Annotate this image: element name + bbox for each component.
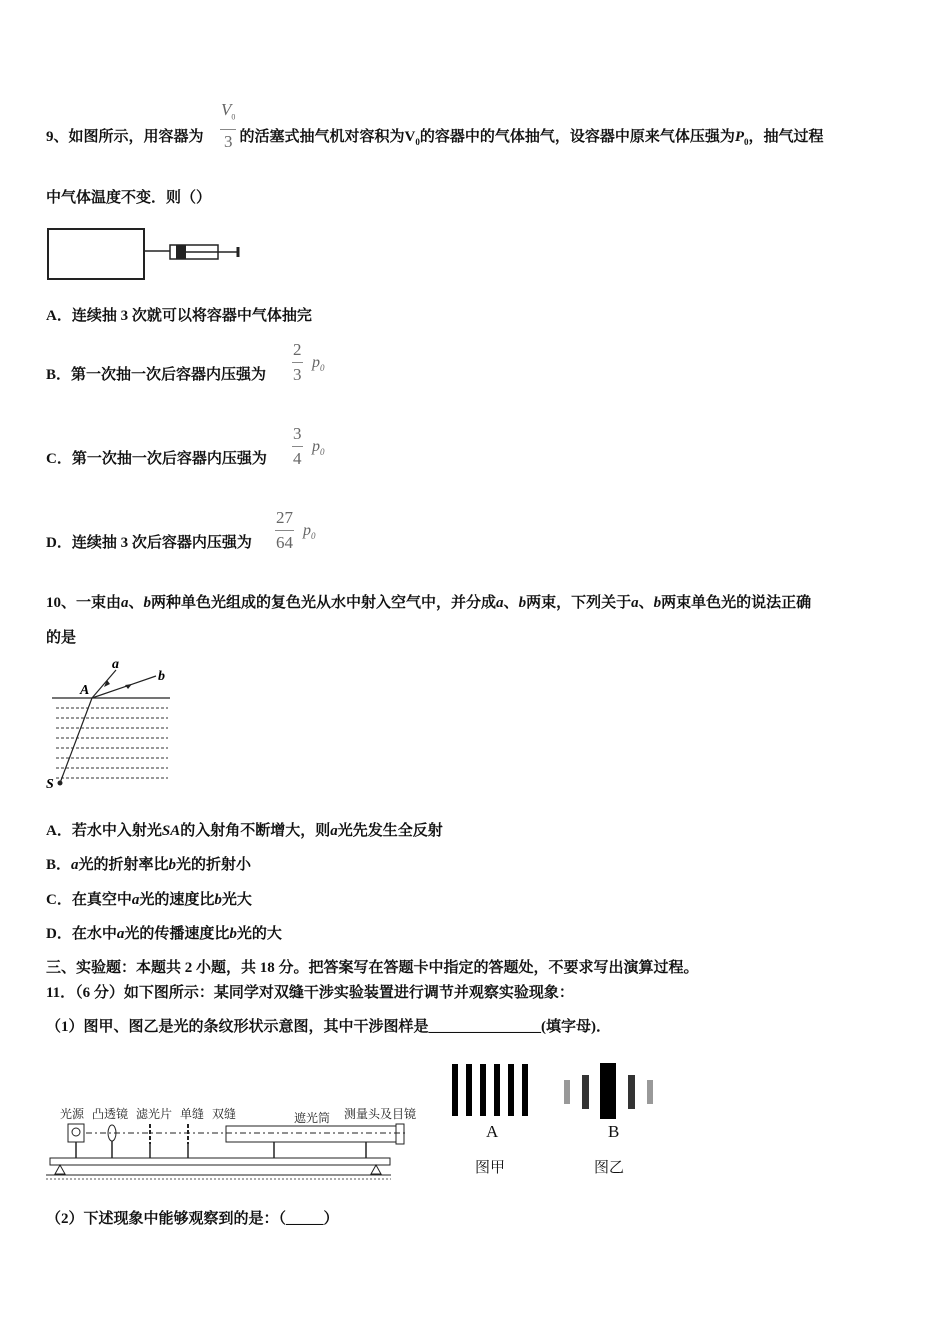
option-var: a [330, 823, 338, 839]
q11-intro: 11．（6 分）如下图所示：某同学对双缝干涉实验装置进行调节并观察实验现象： [46, 985, 574, 1001]
q9-text: 的活塞式抽气机对容积为V [239, 129, 416, 145]
p-sub: 0 [320, 363, 325, 374]
fraction-3-4 [292, 424, 303, 469]
q10-text: 两种单色光组成的复色光从水中射入空气中，并分成 [151, 595, 497, 611]
q10-stem-line1 [46, 593, 811, 613]
option-text: 光大 [221, 892, 252, 908]
option-text: 光的折射率比 [78, 857, 169, 873]
q9-sub: 0 [415, 137, 420, 147]
option-var: b [214, 892, 222, 908]
option-label: D． [46, 926, 72, 942]
pattern-b-label: B [608, 1122, 620, 1141]
p0-symbol [312, 438, 325, 457]
q11-text: （1）图甲、图乙是光的条纹形状示意图，其中干涉图样是 [46, 1019, 429, 1035]
q9-text: ，抽气过程 [748, 129, 824, 145]
option-var: a [116, 926, 125, 942]
fig-yi-caption: 图乙 [594, 1158, 625, 1176]
option-text: 光的折射小 [176, 857, 252, 873]
option-text: 连续抽 3 次就可以将容器中气体抽完 [71, 308, 312, 324]
option-var: b [229, 926, 237, 942]
q9-stem-line1 [46, 127, 824, 152]
fraction-v0-over-3 [220, 100, 236, 152]
q11-part1 [46, 1017, 611, 1037]
option-label: C． [46, 892, 72, 908]
q9-p-var: P [734, 129, 745, 145]
option-label: B． [46, 367, 72, 383]
q9-text: 9、如图所示，用容器为 [46, 129, 204, 145]
q9-text: 的容器中的气体抽气，设容器中原来气体压强为 [419, 129, 735, 145]
p-var: p [312, 354, 320, 371]
q10-text: 10、一束由 [46, 595, 122, 611]
p-sub: 0 [311, 531, 316, 542]
q11-text: (填字母)． [541, 1019, 612, 1035]
option-label: A． [46, 308, 72, 324]
fraction-2-3 [292, 340, 303, 385]
var-a: a [496, 595, 504, 611]
q9-option-d [46, 533, 252, 553]
option-text: 若水中入射光 [71, 823, 162, 839]
q10-text: 两束单色光的说法正确 [661, 595, 812, 611]
label-filter: 滤光片 [136, 1107, 173, 1121]
q10-sep: 、 [638, 595, 654, 611]
option-text: 光先发生全反射 [337, 823, 443, 839]
option-var: a [131, 892, 140, 908]
var-b: b [143, 595, 152, 611]
pattern-a-interference [452, 1064, 542, 1116]
q9-stem-line2: 中气体温度不变．则（） [46, 190, 212, 206]
fraction-27-64 [275, 508, 294, 553]
label-hood: 遮光筒 [294, 1111, 331, 1125]
var-b: b [653, 595, 662, 611]
q9-option-b [46, 365, 266, 385]
fig-label-A: A [80, 683, 90, 698]
label-convex-lens: 凸透镜 [92, 1107, 129, 1121]
q10-option-c [46, 890, 252, 910]
pattern-a-label: A [486, 1122, 499, 1141]
label-light-source: 光源 [60, 1107, 85, 1121]
p-var: p [312, 438, 320, 455]
fig-label-a: a [112, 657, 119, 672]
label-eyepiece: 测量头及目镜 [344, 1107, 417, 1121]
option-text: 在水中 [71, 926, 117, 942]
option-label: B． [46, 857, 72, 873]
var-a: a [121, 595, 129, 611]
q10-text: 两束，下列关于 [526, 595, 632, 611]
frac-num: 2 [292, 340, 303, 363]
option-var: b [168, 857, 177, 873]
q9-p-sub: 0 [744, 137, 749, 147]
q10-sep: 、 [503, 595, 519, 611]
fig-label-S: S [46, 777, 54, 792]
q9-option-a [46, 306, 312, 326]
frac-den: 4 [293, 449, 302, 468]
option-text: 光的大 [236, 926, 282, 942]
p0-symbol [303, 522, 316, 541]
var-b: b [518, 595, 527, 611]
refraction-figure [44, 652, 184, 794]
option-var: SA [161, 823, 181, 839]
label-single-slit: 单缝 [180, 1107, 205, 1121]
var-a: a [631, 595, 639, 611]
option-text: 第一次抽一次后容器内压强为 [71, 451, 267, 467]
q10-option-a [46, 821, 443, 841]
option-text: 第一次抽一次后容器内压强为 [71, 367, 267, 383]
frac-num: 27 [275, 508, 294, 531]
q11-part2: （2）下述现象中能够观察到的是：（_____） [46, 1211, 339, 1227]
section-heading: 三、实验题：本题共 2 小题，共 18 分。把答案写在答题卡中指定的答题处，不要求写出演算过程。 [46, 960, 699, 976]
q10-option-d [46, 924, 282, 944]
label-double-slit: 双缝 [212, 1107, 237, 1121]
container-pump-figure [46, 226, 246, 284]
option-label: C． [46, 451, 72, 467]
option-var: a [71, 857, 79, 873]
p-var: p [303, 522, 311, 539]
option-text: 连续抽 3 次后容器内压强为 [71, 535, 252, 551]
pattern-b-diffraction [564, 1063, 664, 1119]
q9-option-c [46, 449, 267, 469]
frac-num: 3 [292, 424, 303, 447]
option-label: A． [46, 823, 72, 839]
p-sub: 0 [320, 447, 325, 458]
option-label: D． [46, 535, 72, 551]
option-text: 在真空中 [71, 892, 132, 908]
fig-jia-caption: 图甲 [475, 1158, 506, 1176]
frac-den: 3 [223, 132, 233, 152]
option-text: 光的传播速度比 [124, 926, 230, 942]
q10-option-b [46, 855, 251, 875]
option-text: 光的速度比 [139, 892, 215, 908]
answer-blank[interactable]: _______________ [428, 1019, 542, 1035]
option-text: 的入射角不断增大，则 [180, 823, 331, 839]
p0-symbol [312, 354, 325, 373]
fig-label-b: b [158, 669, 165, 684]
frac-den: 3 [293, 365, 302, 384]
frac-num-sub: 0 [231, 112, 236, 122]
frac-den: 64 [276, 533, 293, 552]
double-slit-apparatus [46, 1098, 436, 1186]
q10-stem-line2: 的是 [46, 630, 77, 646]
frac-num: V [221, 100, 232, 119]
q10-sep: 、 [128, 595, 144, 611]
